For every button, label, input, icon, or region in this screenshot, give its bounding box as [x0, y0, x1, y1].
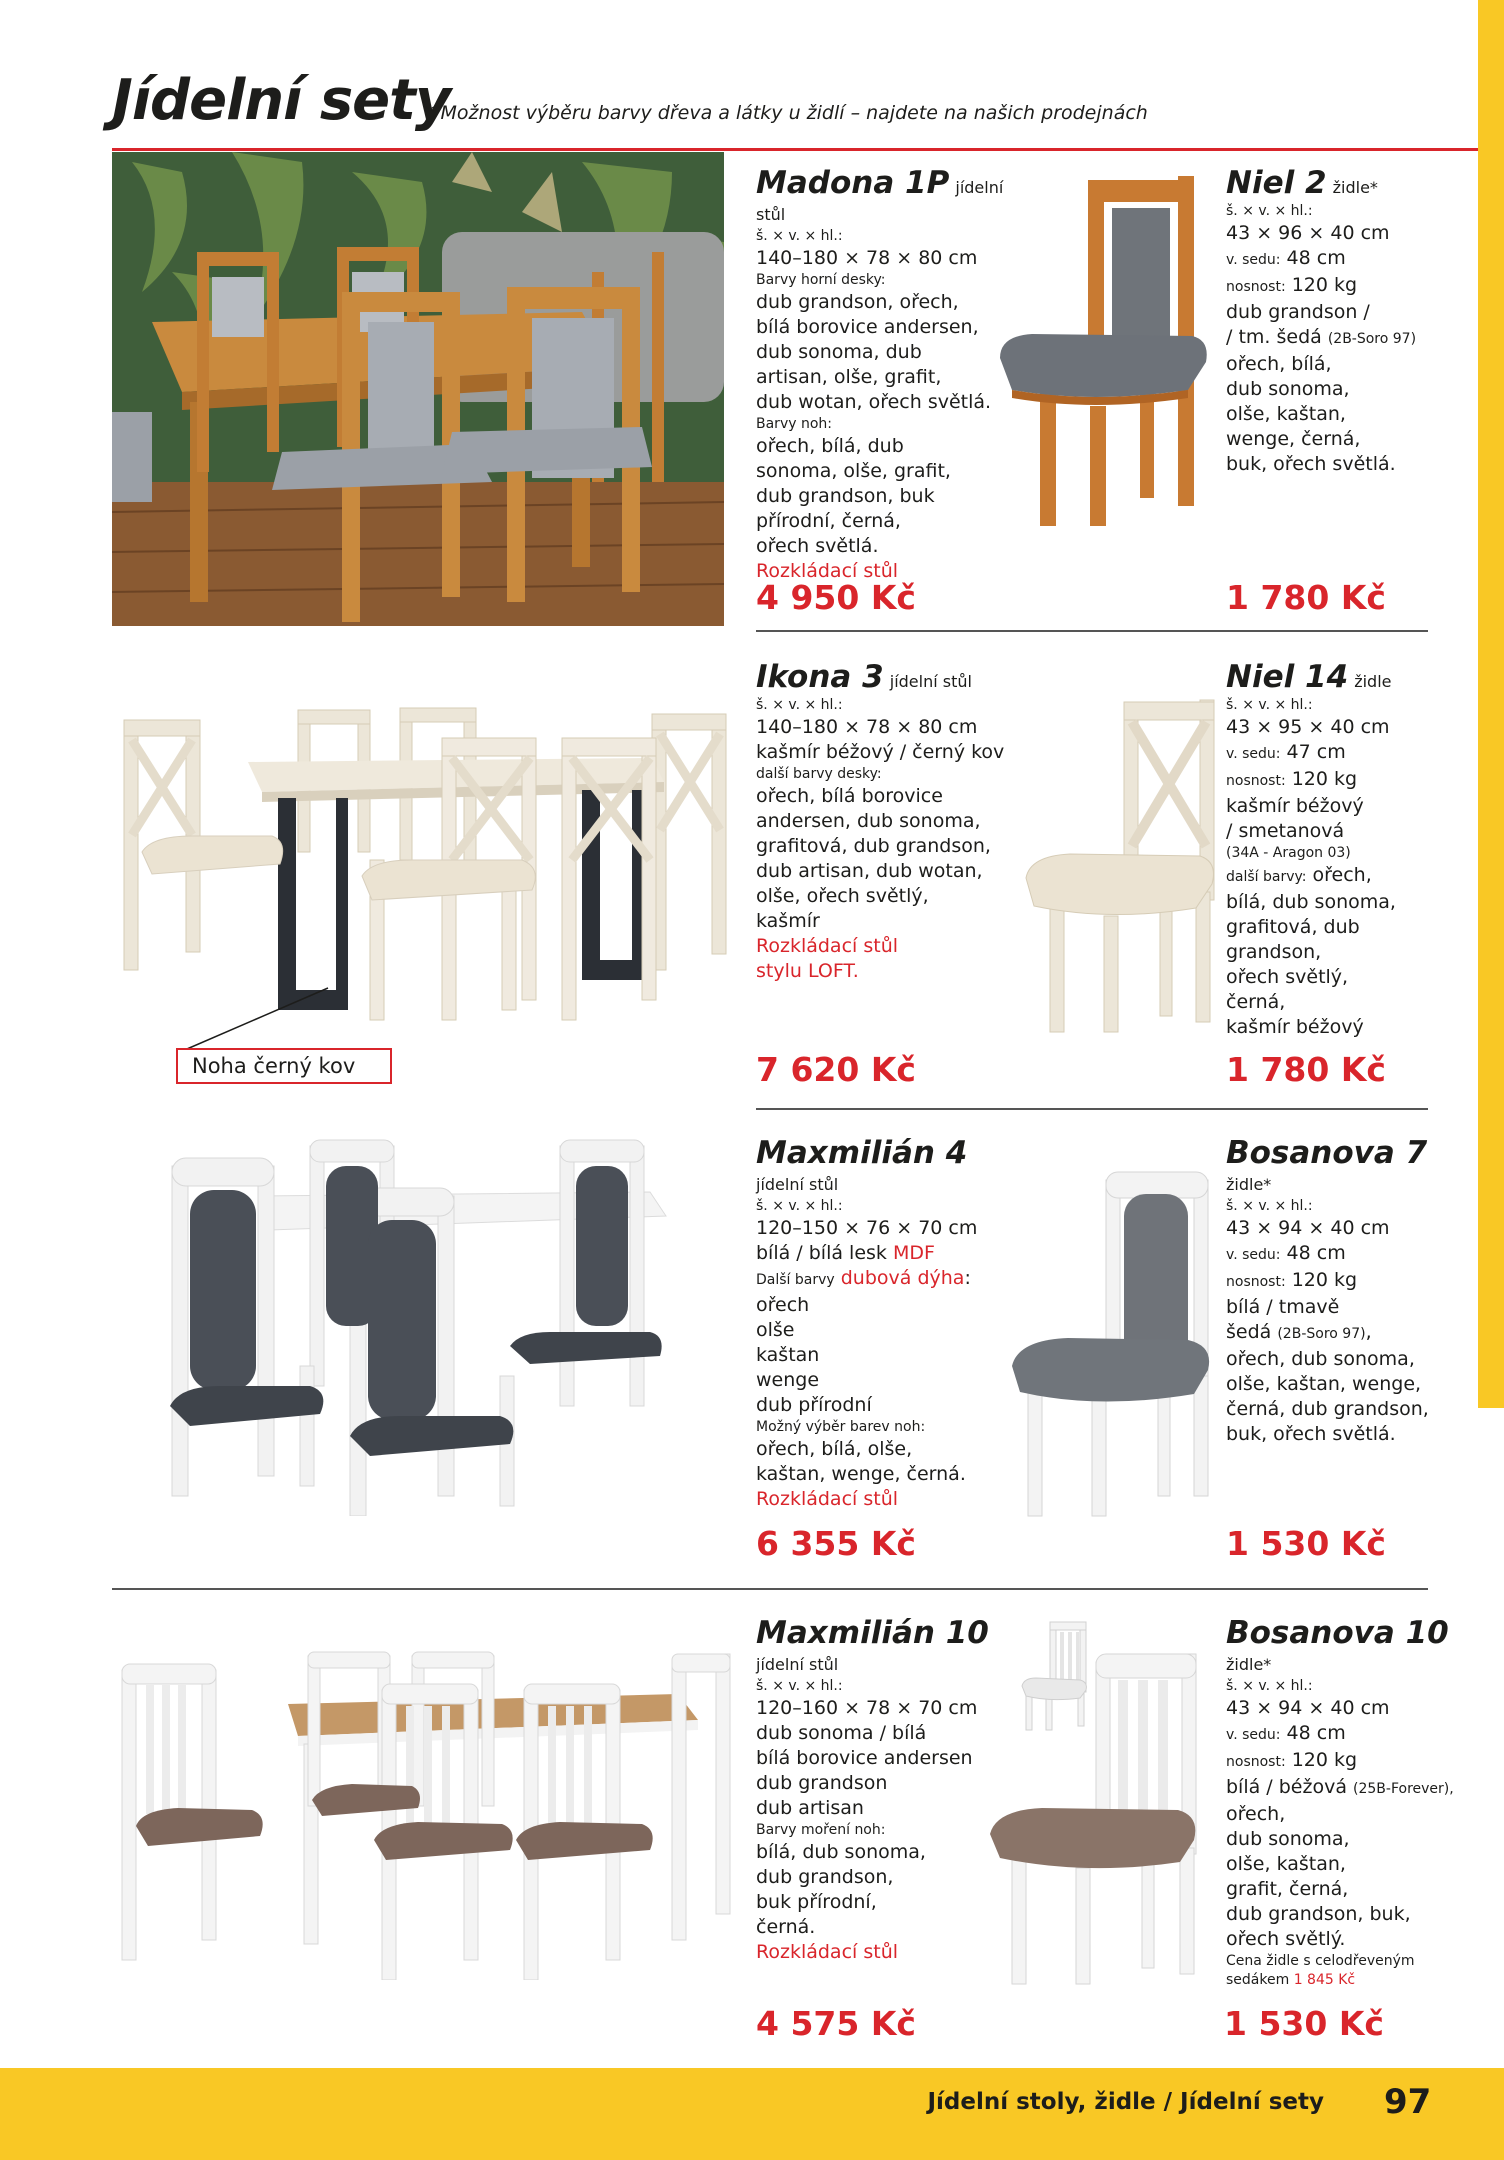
- top-color-line: wenge: [756, 1369, 820, 1391]
- color-line: ořech světlý.: [1226, 1928, 1346, 1950]
- top-color-line: ořech, bílá borovice: [756, 785, 943, 807]
- other-colon: :: [964, 1267, 971, 1289]
- top-color-line: andersen, dub sonoma,: [756, 810, 981, 832]
- dims-label: š. × v. × hl.:: [756, 1198, 843, 1214]
- extra-note: sedákem: [1226, 1972, 1290, 1988]
- seat-value: 48 cm: [1286, 1242, 1346, 1264]
- bosanova-10-chair-photo: [986, 1648, 1208, 1988]
- ikona-3-price: 7 620 Kč: [756, 1050, 916, 1089]
- product-note: Rozkládací stůl: [756, 1941, 899, 1963]
- color-line: dub sonoma,: [1226, 1828, 1350, 1850]
- bosanova-10-info: [1226, 1614, 1466, 1990]
- product-type: židle*: [1226, 1655, 1272, 1674]
- dims-value: 140–180 × 78 × 80 cm: [756, 716, 978, 738]
- top-color-line: dub grandson, ořech,: [756, 291, 959, 313]
- color-line: dub sonoma,: [1226, 378, 1350, 400]
- dims-value: 120–160 × 78 × 70 cm: [756, 1697, 978, 1719]
- row-divider: [756, 630, 1428, 632]
- leg-color-line: buk přírodní,: [756, 1891, 877, 1913]
- bosanova-7-chair-photo: [1008, 1170, 1220, 1520]
- yellow-edge-strip: [1478, 0, 1504, 1408]
- page-number: 97: [1384, 2082, 1432, 2122]
- load-label: nosnost:: [1226, 279, 1286, 295]
- leg-color-line: kaštan, wenge, černá.: [756, 1463, 966, 1485]
- top-color-line: olše: [756, 1319, 795, 1341]
- product-name: Bosanova 7: [1226, 1135, 1428, 1171]
- product-type: jídelní stůl: [756, 1175, 839, 1194]
- seat-label: v. sedu:: [1226, 1247, 1281, 1263]
- top-color-line: dub sonoma / bílá: [756, 1722, 927, 1744]
- top-color-line: dub artisan, dub wotan,: [756, 860, 983, 882]
- seat-label: v. sedu:: [1226, 746, 1281, 762]
- dims-value: 140–180 × 78 × 80 cm: [756, 247, 978, 269]
- product-note: Rozkládací stůl: [756, 1488, 899, 1510]
- seat-label: v. sedu:: [1226, 1727, 1281, 1743]
- leg-colors-label: Barvy noh:: [756, 416, 832, 432]
- bosanova-7-price: 1 530 Kč: [1226, 1524, 1386, 1563]
- load-label: nosnost:: [1226, 1274, 1286, 1290]
- fabric-code: (25B-Forever),: [1353, 1781, 1454, 1797]
- load-label: nosnost:: [1226, 773, 1286, 789]
- row-divider: [112, 1588, 1428, 1590]
- finish-value: kašmír béžový / černý kov: [756, 741, 1005, 763]
- bosanova-7-info: [1226, 1134, 1466, 1447]
- product-note: stylu LOFT.: [756, 960, 859, 982]
- load-value: 120 kg: [1291, 1269, 1358, 1291]
- color-line: olše, kaštan,: [1226, 1853, 1346, 1875]
- seat-value: 47 cm: [1286, 741, 1346, 763]
- dims-value: 43 × 94 × 40 cm: [1226, 1697, 1390, 1719]
- finish-value: bílá / bílá lesk: [756, 1242, 887, 1264]
- product-type: židle*: [1332, 178, 1378, 197]
- dims-label: š. × v. × hl.:: [756, 1678, 843, 1694]
- seat-label: v. sedu:: [1226, 252, 1281, 268]
- color-line: ořech,: [1312, 864, 1372, 886]
- leg-colors-label: Barvy moření noh:: [756, 1822, 886, 1838]
- bosanova-10-price: 1 530 Kč: [1224, 2004, 1384, 2043]
- maxmilian-4-photo: [150, 1136, 700, 1516]
- dims-label: š. × v. × hl.:: [756, 697, 843, 713]
- niel-2-chair-photo: [992, 176, 1218, 532]
- product-type: židle*: [1226, 1175, 1272, 1194]
- color-line: bílá, dub sonoma,: [1226, 891, 1396, 913]
- leg-color-line: ořech, bílá, olše,: [756, 1438, 913, 1460]
- leg-color-line: sonoma, olše, grafit,: [756, 460, 951, 482]
- top-color-line: grafitová, dub grandson,: [756, 835, 991, 857]
- fabric-name: bílá / béžová: [1226, 1776, 1347, 1798]
- maxmilian-10-photo: [112, 1650, 732, 1980]
- other-colors-label: Další barvy: [756, 1272, 835, 1288]
- dims-label: š. × v. × hl.:: [1226, 697, 1313, 713]
- top-color-line: olše, ořech světlý,: [756, 885, 929, 907]
- page-subtitle: * Možnost výběru barvy dřeva a látky u židlí – najdete na našich prodejnách: [425, 102, 1148, 124]
- page-title: Jídelní sety: [112, 68, 451, 133]
- product-note: Rozkládací stůl: [756, 935, 899, 957]
- top-color-line: dub artisan: [756, 1797, 864, 1819]
- niel-14-price: 1 780 Kč: [1226, 1050, 1386, 1089]
- niel-2-price: 1 780 Kč: [1226, 578, 1386, 617]
- color-line: černá, dub grandson,: [1226, 1398, 1429, 1420]
- load-value: 120 kg: [1291, 274, 1358, 296]
- top-color-line: bílá borovice andersen,: [756, 316, 979, 338]
- product-name: Ikona 3: [756, 659, 884, 695]
- dims-label: š. × v. × hl.:: [756, 228, 843, 244]
- leg-color-line: dub grandson,: [756, 1866, 894, 1888]
- color-line: grafitová, dub: [1226, 916, 1360, 938]
- product-type: jídelní stůl: [889, 672, 972, 691]
- dims-label: š. × v. × hl.:: [1226, 203, 1313, 219]
- leg-color-line: přírodní, černá,: [756, 510, 901, 532]
- leg-color-line: bílá, dub sonoma,: [756, 1841, 926, 1863]
- dims-value: 120–150 × 76 × 70 cm: [756, 1217, 978, 1239]
- maxmilian-10-price: 4 575 Kč: [756, 2004, 916, 2043]
- niel-2-info: [1226, 164, 1466, 477]
- ikona-3-leg-callout: Noha černý kov: [176, 1048, 392, 1084]
- dims-value: 43 × 94 × 40 cm: [1226, 1217, 1390, 1239]
- color-line: wenge, černá,: [1226, 428, 1361, 450]
- color-line: dub grandson /: [1226, 301, 1370, 323]
- color-line: buk, ořech světlá.: [1226, 453, 1396, 475]
- leg-color-line: ořech světlá.: [756, 535, 879, 557]
- maxmilian-10-info: [756, 1614, 1016, 1965]
- madona-1p-price: 4 950 Kč: [756, 578, 916, 617]
- dims-label: š. × v. × hl.:: [1226, 1678, 1313, 1694]
- top-colors-label: další barvy desky:: [756, 766, 882, 782]
- fabric-name: šedá: [1226, 1321, 1272, 1343]
- color-line: ořech,: [1226, 1803, 1286, 1825]
- fabric-code: (2B-Soro 97): [1327, 331, 1417, 347]
- product-name: Madona 1P: [756, 165, 950, 201]
- color-line: černá,: [1226, 991, 1286, 1013]
- product-name: Maxmilián 4: [756, 1135, 968, 1171]
- fabric-name: / tm. šedá: [1226, 326, 1322, 348]
- color-line: kašmír béžový: [1226, 1016, 1364, 1038]
- extra-price: 1 845 Kč: [1293, 1972, 1356, 1988]
- leg-color-line: černá.: [756, 1916, 816, 1938]
- leg-color-line: dub grandson, buk: [756, 485, 935, 507]
- color-line: grandson,: [1226, 941, 1322, 963]
- product-name: Maxmilián 10: [756, 1615, 989, 1651]
- product-type: jídelní stůl: [756, 1655, 839, 1674]
- color-line: dub grandson, buk,: [1226, 1903, 1411, 1925]
- product-name: Niel 14: [1226, 659, 1349, 695]
- finish-material: MDF: [892, 1242, 935, 1264]
- fabric-code: (2B-Soro 97): [1277, 1326, 1366, 1342]
- dims-value: 43 × 96 × 40 cm: [1226, 222, 1390, 244]
- color-line: ořech, bílá,: [1226, 353, 1332, 375]
- top-color-line: kašmír: [756, 910, 820, 932]
- niel-14-chair-photo: [1020, 696, 1220, 1036]
- maxmilian-4-info: [756, 1134, 1016, 1512]
- row-divider: [756, 1108, 1428, 1110]
- more-colors-label: další barvy:: [1226, 869, 1307, 885]
- maxmilian-4-price: 6 355 Kč: [756, 1524, 916, 1563]
- top-color-line: kaštan: [756, 1344, 820, 1366]
- extra-note: Cena židle s celodřeveným: [1226, 1953, 1415, 1969]
- top-color-line: dub sonoma, dub: [756, 341, 922, 363]
- color-line: bílá / tmavě: [1226, 1296, 1340, 1318]
- madona-1p-photo: [112, 152, 724, 626]
- product-name: Bosanova 10: [1226, 1615, 1449, 1651]
- color-line: buk, ořech světlá.: [1226, 1423, 1396, 1445]
- ikona-3-info: [756, 658, 1016, 984]
- color-line: ořech, dub sonoma,: [1226, 1348, 1415, 1370]
- fabric-comma: ,: [1365, 1321, 1372, 1343]
- leg-color-line: ořech, bílá, dub: [756, 435, 904, 457]
- seat-value: 48 cm: [1286, 247, 1346, 269]
- color-line: kašmír béžový: [1226, 795, 1364, 817]
- dims-label: š. × v. × hl.:: [1226, 1198, 1313, 1214]
- product-type: židle: [1354, 672, 1392, 691]
- color-line: / smetanová: [1226, 820, 1345, 842]
- niel-14-info: [1226, 658, 1466, 1040]
- load-value: 120 kg: [1291, 1749, 1358, 1771]
- product-name: Niel 2: [1226, 165, 1327, 201]
- color-line: olše, kaštan,: [1226, 403, 1346, 425]
- fabric-code: (34A - Aragon 03): [1226, 845, 1351, 861]
- top-color-line: bílá borovice andersen: [756, 1747, 973, 1769]
- footer-section-title: Jídelní stoly, židle / Jídelní sety: [927, 2089, 1324, 2115]
- load-value: 120 kg: [1291, 768, 1358, 790]
- color-line: grafit, černá,: [1226, 1878, 1349, 1900]
- color-line: ořech světlý,: [1226, 966, 1349, 988]
- product-note: Rozkládací stůl: [756, 560, 899, 582]
- leg-colors-label: Možný výběr barev noh:: [756, 1419, 926, 1435]
- product-type: jídelní stůl: [756, 178, 1004, 224]
- title-rule: [112, 148, 1478, 151]
- top-colors-label: Barvy horní desky:: [756, 272, 886, 288]
- top-color-line: dub wotan, ořech světlá.: [756, 391, 992, 413]
- top-color-line: ořech: [756, 1294, 810, 1316]
- dims-value: 43 × 95 × 40 cm: [1226, 716, 1390, 738]
- color-line: olše, kaštan, wenge,: [1226, 1373, 1422, 1395]
- madona-1p-info: [756, 164, 1006, 584]
- top-color-line: dub přírodní: [756, 1394, 872, 1416]
- seat-value: 48 cm: [1286, 1722, 1346, 1744]
- top-color-line: artisan, olše, grafit,: [756, 366, 942, 388]
- load-label: nosnost:: [1226, 1754, 1286, 1770]
- other-material: dubová dýha: [840, 1267, 965, 1289]
- top-color-line: dub grandson: [756, 1772, 888, 1794]
